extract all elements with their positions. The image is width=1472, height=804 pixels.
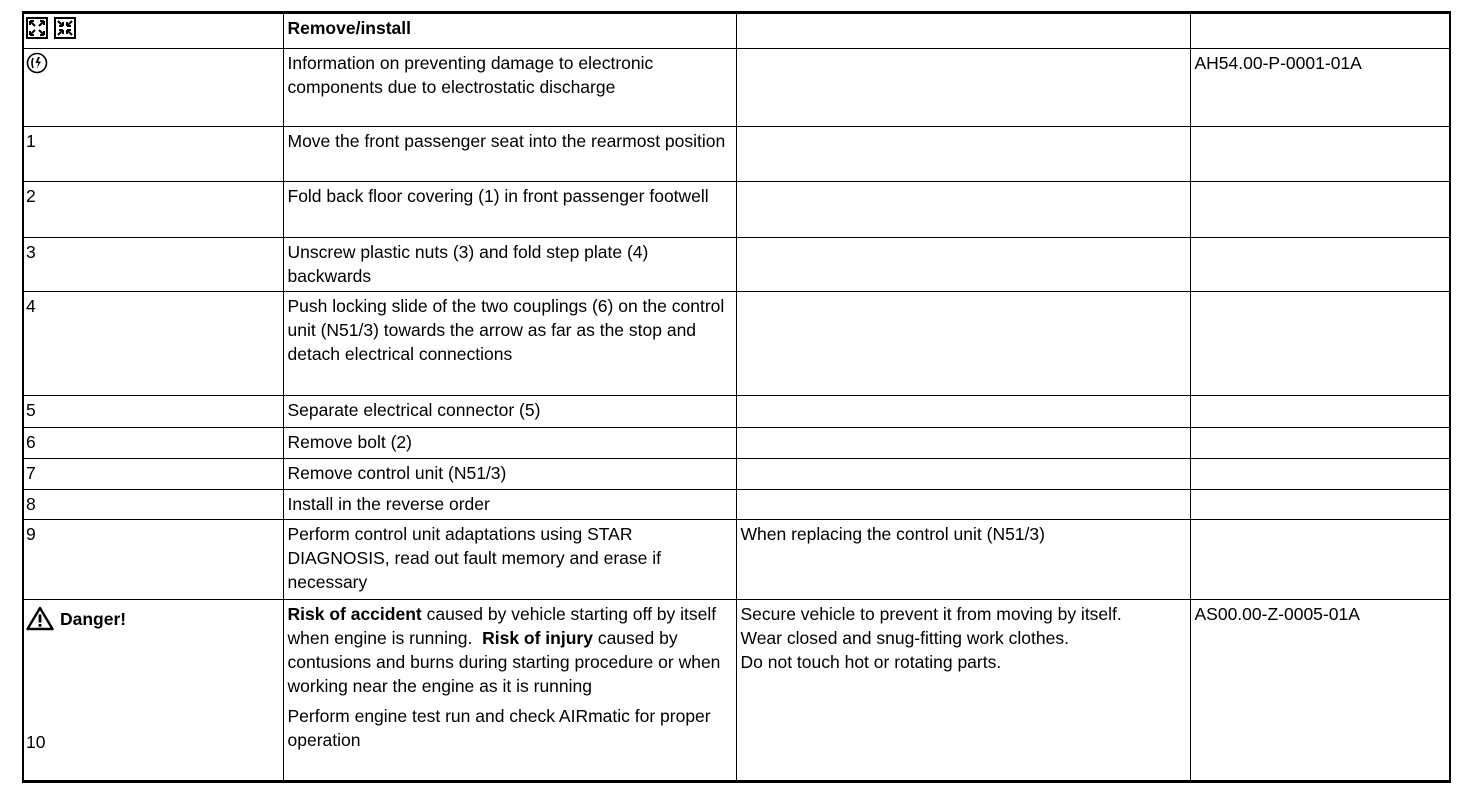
step-text: Unscrew plastic nuts (3) and fold step plate (4) backwards bbox=[283, 238, 736, 292]
step-number: 3 bbox=[23, 238, 283, 292]
danger-row bbox=[23, 600, 1450, 782]
step-text: Fold back floor covering (1) in front passenger footwell bbox=[283, 182, 736, 238]
header-icons-cell bbox=[23, 13, 283, 49]
step-number: 8 bbox=[23, 490, 283, 520]
table-row bbox=[23, 428, 1450, 459]
table-row bbox=[23, 396, 1450, 428]
esd-ref-link[interactable]: AH54.00-P-0001-01A bbox=[1190, 49, 1450, 127]
header-title: Remove/install bbox=[283, 13, 736, 49]
danger-label-text: Danger! bbox=[60, 608, 127, 629]
table-row bbox=[23, 459, 1450, 490]
vehicle-icon bbox=[54, 17, 76, 39]
step-text: Remove bolt (2) bbox=[283, 428, 736, 459]
esd-icon-cell bbox=[23, 49, 283, 127]
step-number: 4 bbox=[23, 292, 283, 396]
risk-injury-text: caused by contusions and burns during starting procedure or when working near the engine as it is running bbox=[287, 628, 721, 696]
danger-risk-text bbox=[288, 602, 732, 698]
step-number: 6 bbox=[23, 428, 283, 459]
step-condition bbox=[736, 127, 1190, 182]
table-row bbox=[23, 490, 1450, 520]
step-ref bbox=[1190, 396, 1450, 428]
table-header-row bbox=[23, 13, 1450, 49]
table-row bbox=[23, 182, 1450, 238]
table-row bbox=[23, 520, 1450, 600]
danger-ref-link[interactable]: AS00.00-Z-0005-01A bbox=[1190, 600, 1450, 782]
step-condition bbox=[736, 459, 1190, 490]
table-row bbox=[23, 238, 1450, 292]
step-condition bbox=[736, 490, 1190, 520]
danger-measures-cell bbox=[736, 600, 1190, 782]
step-text: Perform engine test run and check AIRmatic for proper operation bbox=[287, 706, 711, 750]
step-ref bbox=[1190, 238, 1450, 292]
step-ref bbox=[1190, 182, 1450, 238]
header-empty-cell bbox=[1190, 13, 1450, 49]
step-text: Push locking slide of the two couplings (6) on the control unit (N51/3) towards the arrow as far as the stop and detach electrical connections bbox=[283, 292, 736, 396]
vehicle-icon bbox=[26, 17, 48, 39]
step-ref bbox=[1190, 490, 1450, 520]
step-ref bbox=[1190, 520, 1450, 600]
step-text: Install in the reverse order bbox=[283, 490, 736, 520]
step-ref bbox=[1190, 459, 1450, 490]
risk-accident-label: Risk of accident bbox=[287, 604, 422, 624]
step-condition: When replacing the control unit (N51/3) bbox=[736, 520, 1190, 600]
risk-injury-label: Risk of injury bbox=[482, 628, 593, 648]
step-number: 7 bbox=[23, 459, 283, 490]
danger-cell bbox=[23, 600, 283, 782]
step-text: Separate electrical connector (5) bbox=[283, 396, 736, 428]
danger-measure: Do not touch hot or rotating parts. bbox=[740, 652, 1002, 672]
table-row bbox=[23, 49, 1450, 127]
step-condition bbox=[736, 182, 1190, 238]
step-number: 9 bbox=[23, 520, 283, 600]
step-ref bbox=[1190, 428, 1450, 459]
procedure-table bbox=[22, 11, 1451, 783]
danger-measure: Wear closed and snug-fitting work clothes. bbox=[740, 628, 1069, 648]
step-text: Perform control unit adaptations using STAR DIAGNOSIS, read out fault memory and erase if necessary bbox=[283, 520, 736, 600]
step-condition bbox=[736, 238, 1190, 292]
step-ref bbox=[1190, 127, 1450, 182]
step-number: 1 bbox=[23, 127, 283, 182]
step-number: 2 bbox=[23, 182, 283, 238]
step-ref bbox=[1190, 292, 1450, 396]
danger-label bbox=[26, 606, 279, 631]
step-condition bbox=[736, 428, 1190, 459]
header-empty-cell bbox=[736, 13, 1190, 49]
warning-triangle-icon bbox=[26, 606, 54, 631]
step-number: 10 bbox=[26, 732, 46, 752]
danger-measure: Secure vehicle to prevent it from moving by itself. bbox=[740, 604, 1122, 624]
table-cell bbox=[736, 49, 1190, 127]
step-condition bbox=[736, 292, 1190, 396]
step-condition bbox=[736, 396, 1190, 428]
danger-text-cell bbox=[283, 600, 736, 782]
step-text: Move the front passenger seat into the rearmost position bbox=[283, 127, 736, 182]
step-text: Remove control unit (N51/3) bbox=[283, 459, 736, 490]
step-number: 5 bbox=[23, 396, 283, 428]
table-row bbox=[23, 292, 1450, 396]
risk-accident-text: caused by vehicle starting off by itself when engine is running. bbox=[287, 604, 717, 648]
esd-warning-icon bbox=[26, 52, 48, 74]
esd-text: Information on preventing damage to electronic components due to electrostatic discharge bbox=[283, 49, 736, 127]
table-row bbox=[23, 127, 1450, 182]
